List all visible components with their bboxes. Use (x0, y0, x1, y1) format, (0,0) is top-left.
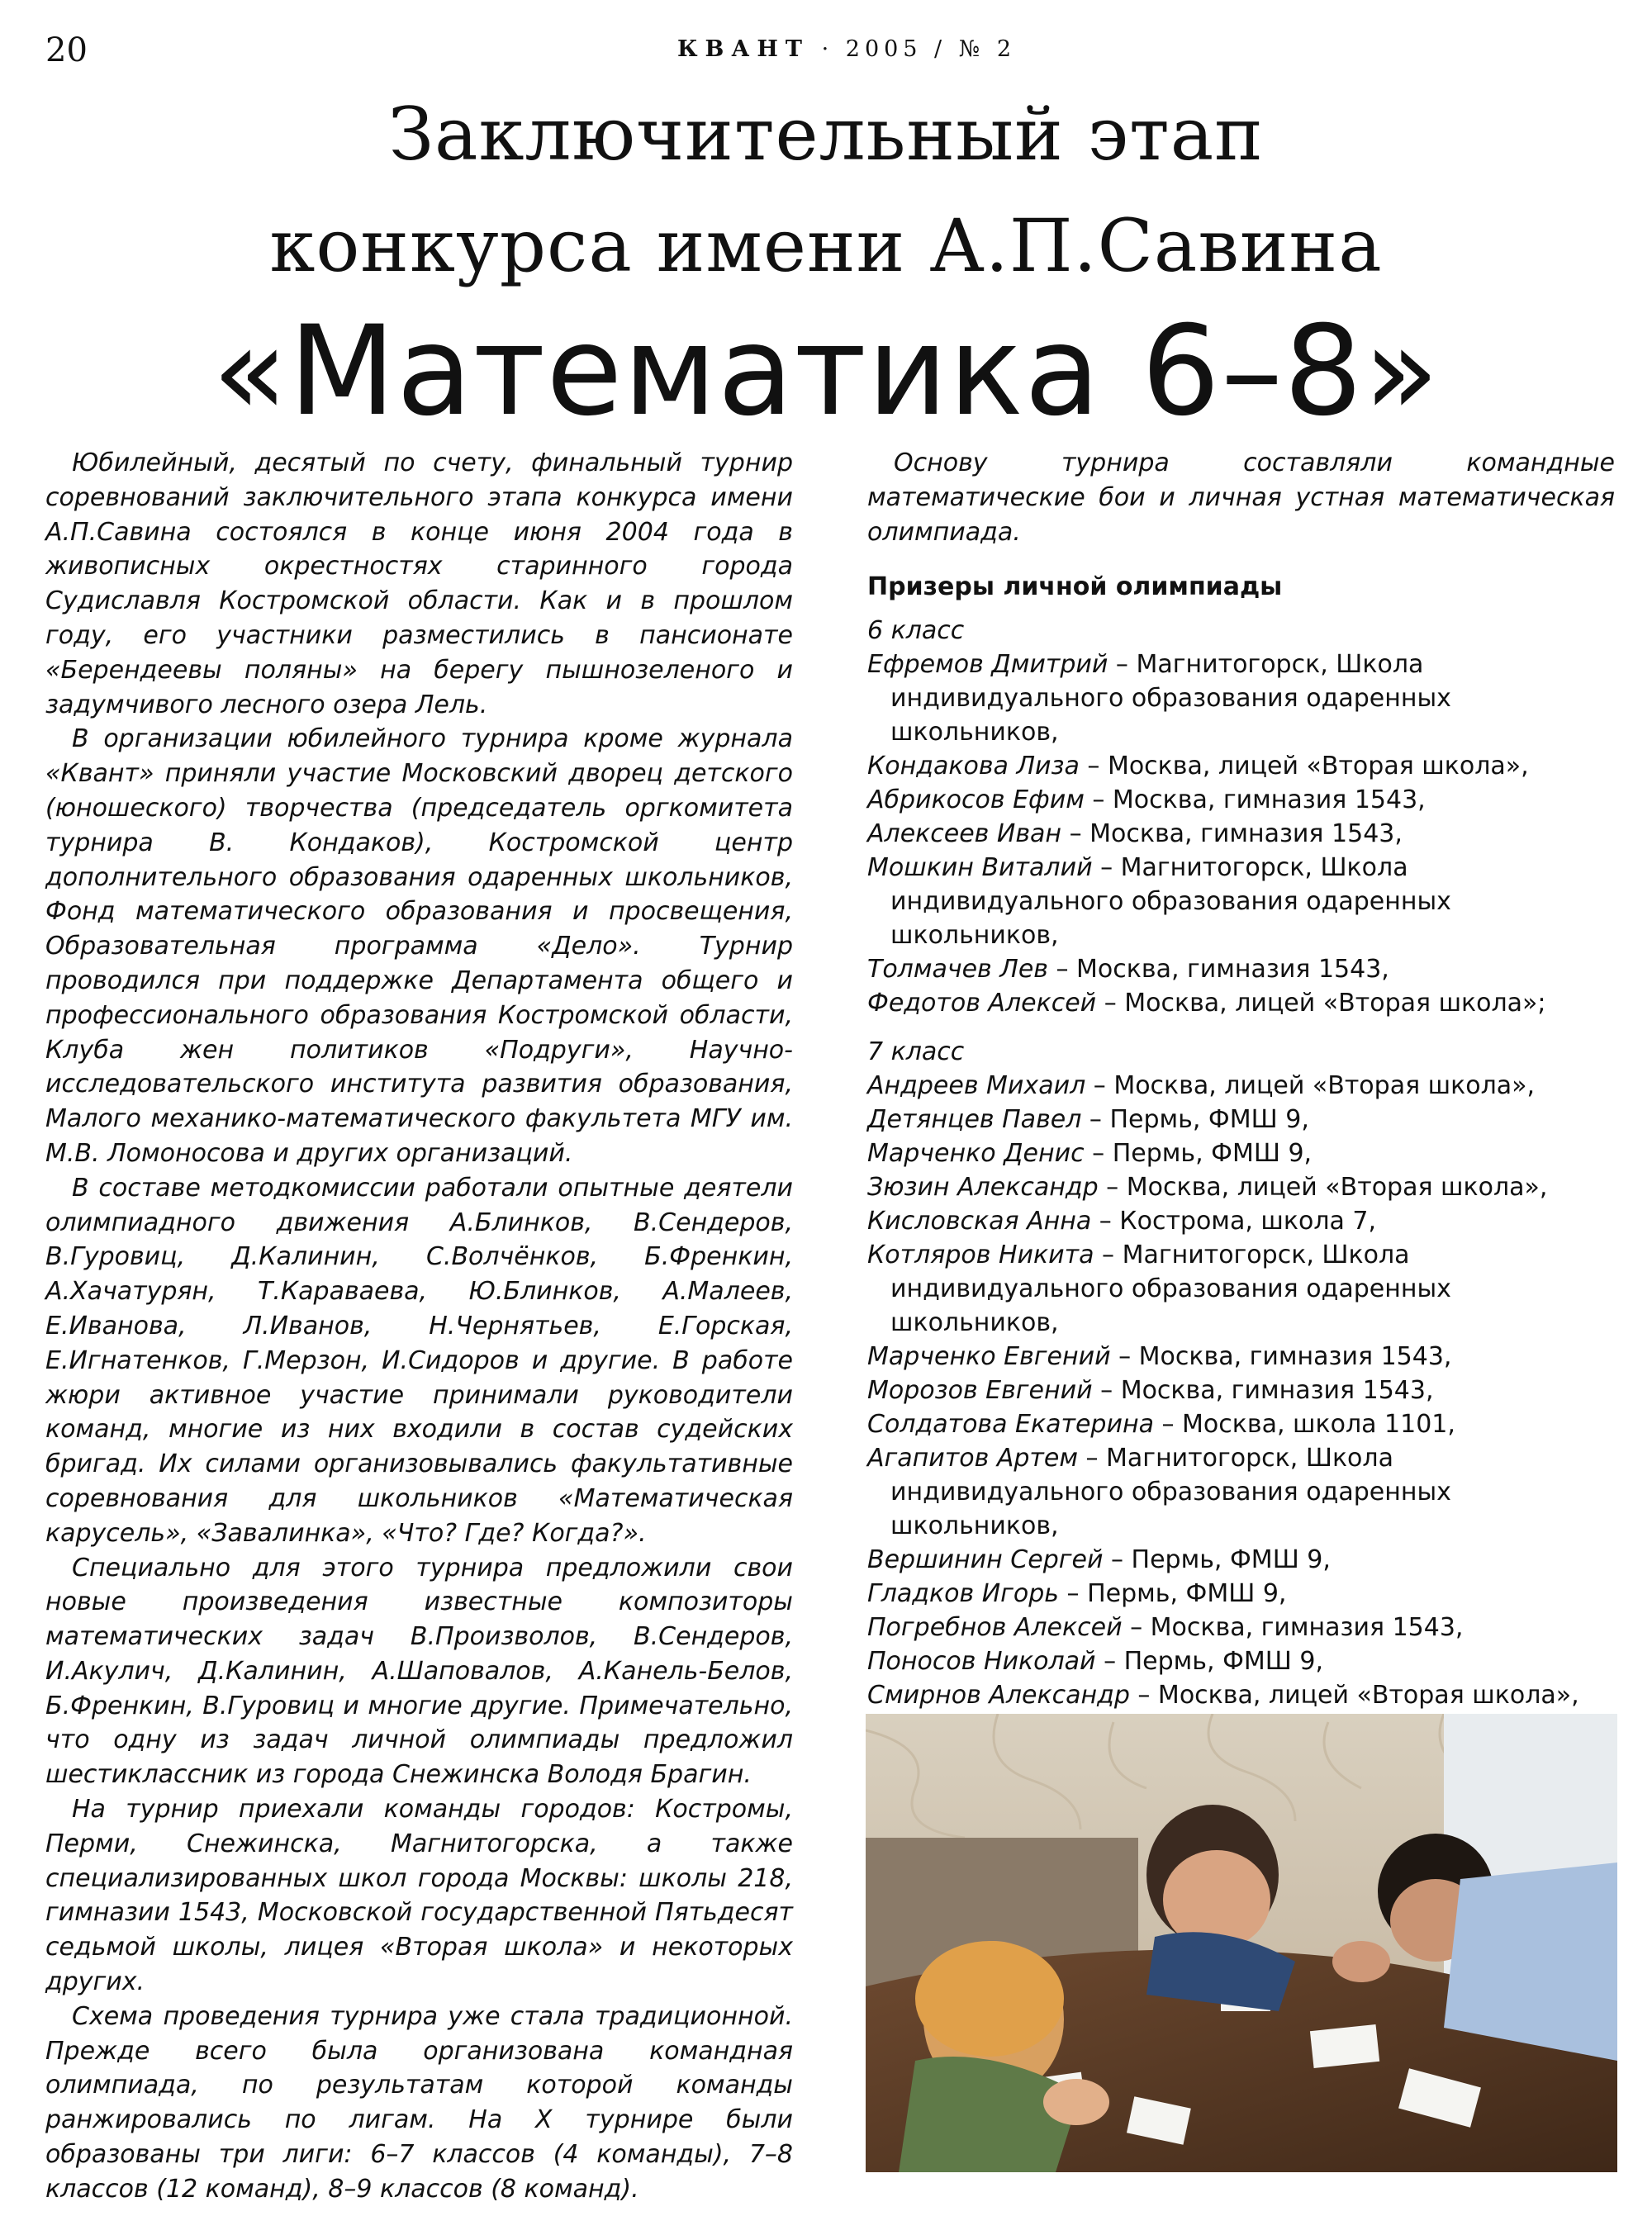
winner-name: Морозов Евгений (867, 1376, 1093, 1406)
page-number: 20 (45, 31, 88, 69)
photo-students-solving (866, 1714, 1617, 2172)
winner-name: Детянцев Павел (867, 1105, 1082, 1135)
winner-name: Марченко Денис (867, 1139, 1085, 1169)
winner-entry (867, 952, 1615, 986)
article-title (0, 78, 1652, 442)
winner-name: Агапитов Артем (867, 1444, 1078, 1473)
winner-school: – Кострома, школа 7, (1091, 1207, 1377, 1236)
winner-entry (867, 1577, 1615, 1611)
winner-entry (867, 1678, 1615, 1712)
winner-school: – Москва, лицей «Вторая школа», (1079, 752, 1529, 781)
winner-name: Марченко Евгений (867, 1342, 1111, 1372)
winner-name: Абрикосов Ефим (867, 785, 1085, 815)
winner-name: Мошкин Виталий (867, 853, 1093, 883)
winner-name: Солдатова Екатерина (867, 1410, 1154, 1440)
winner-entry (867, 749, 1615, 783)
winner-school: – Магнитогорск, Школа индивидуального образования одаренных школьников, (890, 650, 1451, 747)
winners-list-grade-7 (867, 1069, 1615, 1780)
winner-entry (867, 1103, 1615, 1136)
winner-name: Зюзин Александр (867, 1173, 1099, 1203)
winner-school: – Москва, лицей «Вторая школа», (1129, 1681, 1579, 1711)
winner-name: Гладков Игорь (867, 1579, 1059, 1609)
winner-entry (867, 1204, 1615, 1238)
winner-name: Федотов Алексей (867, 989, 1097, 1018)
issue-number: 2005 / № 2 (845, 36, 1017, 62)
winner-entry (867, 1170, 1615, 1204)
winner-entry (867, 1136, 1615, 1170)
winner-entry (867, 817, 1615, 851)
left-column (45, 446, 793, 2207)
paragraph: В составе методкомиссии работали опытные деятели олимпиадного движения А.Блинков, В.Сендеров, В.Гуровиц, Д.Калинин, С.Волчёнков, Б.Френкин, А.Хачатурян, Т.Караваева, Ю.Блинков, А.Малеев, Е.Иванова, Л.Иванов, Н.Чернятьев, Е.Горская, Е.Игнатенков, Г.Мерзон, И.Сидоров и другие. В работе жюри активное участие принимали руководители команд, многие из них входили в состав судейских бригад. Их силами организовывались факультативные соревнования для школьников «Математическая карусель», «Завалинка», «Что? Где? Когда?». (45, 1173, 793, 1548)
winner-name: Алексеев Иван (867, 819, 1062, 849)
winner-name: Смирнов Александр (867, 1681, 1130, 1711)
winner-name: Котляров Никита (867, 1241, 1094, 1270)
winner-entry (867, 1611, 1615, 1644)
winner-name: Кондакова Лиза (867, 752, 1080, 781)
winner-school: – Москва, гимназия 1543, (1061, 819, 1403, 849)
winner-entry (867, 851, 1615, 952)
paragraph: Юбилейный, десятый по счету, финальный турнир соревнований заключительного этапа конкурса имени А.П.Савина состоялся в конце июня 2004 года в живописных окрестностях старинного города Судиславля Костромской области. Как и в прошлом году, его участники разместились в пансионате «Берендеевы поляны» на берегу пышнозеленого и задумчивого лесного озера Лель. (45, 448, 793, 719)
paragraph: Схема проведения турнира уже стала традиционной. Прежде всего была организована командная олимпиада, по результатам которой команды ранжировались по лигам. На X турнире были образованы три лиги: 6–7 классов (4 команды), 7–8 классов (12 команд), 8–9 классов (8 команд). (45, 2001, 793, 2204)
winner-entry (867, 1340, 1615, 1374)
winner-school: – Москва, гимназия 1543, (1092, 1376, 1434, 1406)
winner-school: – Москва, гимназия 1543, (1084, 785, 1426, 815)
winner-entry (867, 1374, 1615, 1407)
magazine-name: КВАНТ (677, 36, 809, 62)
title-line-2: конкурса имени А.П.Савина (269, 203, 1383, 288)
winner-school: – Москва, гимназия 1543, (1047, 955, 1389, 985)
intro-paragraph: Основу турнира составляли командные математические бои и личная устная математическая олимпиада. (867, 448, 1615, 547)
winner-school: – Москва, лицей «Вторая школа»; (1096, 989, 1546, 1018)
section-title: Призеры личной олимпиады (867, 572, 1283, 602)
winner-entry (867, 1543, 1615, 1577)
winner-entry (867, 1069, 1615, 1103)
winner-school: – Пермь, ФМШ 9, (1103, 1545, 1331, 1575)
paragraph: Специально для этого турнира предложили свои новые произведения известные композиторы математических задач В.Произволов, В.Сендеров, И.Акулич, Д.Калинин, А.Шаповалов, А.Канель-Белов, Б.Френкин, В.Гуровиц и многие другие. Примечательно, что одну из задач личной олимпиады предложил шестиклассник из города Снежинска Володя Брагин. (45, 1553, 793, 1790)
winner-school: – Пермь, ФМШ 9, (1081, 1105, 1309, 1135)
winner-name: Вершинин Сергей (867, 1545, 1104, 1575)
title-line-1: Заключительный этап (388, 92, 1264, 177)
right-column (867, 446, 1615, 1780)
running-head-separator: · (821, 36, 834, 62)
winner-entry (867, 1441, 1615, 1543)
winner-name: Толмачев Лев (867, 955, 1048, 985)
winner-name: Андреев Михаил (867, 1071, 1086, 1101)
winner-school: – Пермь, ФМШ 9, (1095, 1647, 1324, 1677)
winner-school: – Пермь, ФМШ 9, (1084, 1139, 1313, 1169)
winner-entry (867, 1407, 1615, 1441)
grade-label-7: 7 класс (867, 1037, 965, 1067)
winner-school: – Магнитогорск, Школа индивидуального образования одаренных школьников, (890, 1444, 1451, 1541)
paragraph: В организации юбилейного турнира кроме журнала «Квант» приняли участие Московский дворец детского (юношеского) творчества (председатель оргкомитета турнира В. Кондаков), Костромской центр дополнительного образования одаренных школьников, Фонд математического образования и просвещения, Образовательная программа «Дело». Турнир проводился при поддержке Департамента общего и профессионального образования Костромской области, Клуба жен политиков «Подруги», Научно-исследовательского института развития образования, Малого механико-математического факультета МГУ им. М.В. Ломоносова и других организаций. (45, 724, 793, 1168)
winner-school: – Магнитогорск, Школа индивидуального образования одаренных школьников, (890, 853, 1451, 951)
winner-school: – Москва, гимназия 1543, (1110, 1342, 1452, 1372)
winner-school: – Магнитогорск, Школа индивидуального образования одаренных школьников, (890, 1241, 1451, 1338)
grade-label-6: 6 класс (867, 616, 965, 646)
winner-school: – Москва, школа 1101, (1153, 1410, 1455, 1440)
running-head (677, 36, 1016, 62)
winner-school: – Москва, лицей «Вторая школа», (1098, 1173, 1548, 1203)
winner-entry (867, 1644, 1615, 1678)
winner-entry (867, 1238, 1615, 1340)
winner-school: – Москва, лицей «Вторая школа», (1085, 1071, 1536, 1101)
winner-name: Ефремов Дмитрий (867, 650, 1108, 680)
photo-illustration (866, 1714, 1617, 2172)
winner-name: Погребнов Алексей (867, 1613, 1123, 1643)
title-line-3: «Математика 6–8» (211, 300, 1441, 444)
paragraph: На турнир приехали команды городов: Костромы, Перми, Снежинска, Магнитогорска, а также специализированных школ города Москвы: школы 218, гимназии 1543, Московской государственной Пятьдесят седьмой школы, лицея «Вторая школа» и некоторых других. (45, 1795, 793, 1997)
winner-name: Поносов Николай (867, 1647, 1096, 1677)
winner-name: Кисловская Анна (867, 1207, 1092, 1236)
winner-entry (867, 783, 1615, 817)
winner-school: – Пермь, ФМШ 9, (1059, 1579, 1287, 1609)
winners-list-grade-6 (867, 648, 1615, 1020)
winner-school: – Москва, гимназия 1543, (1122, 1613, 1464, 1643)
winner-entry (867, 648, 1615, 749)
winner-entry (867, 986, 1615, 1020)
